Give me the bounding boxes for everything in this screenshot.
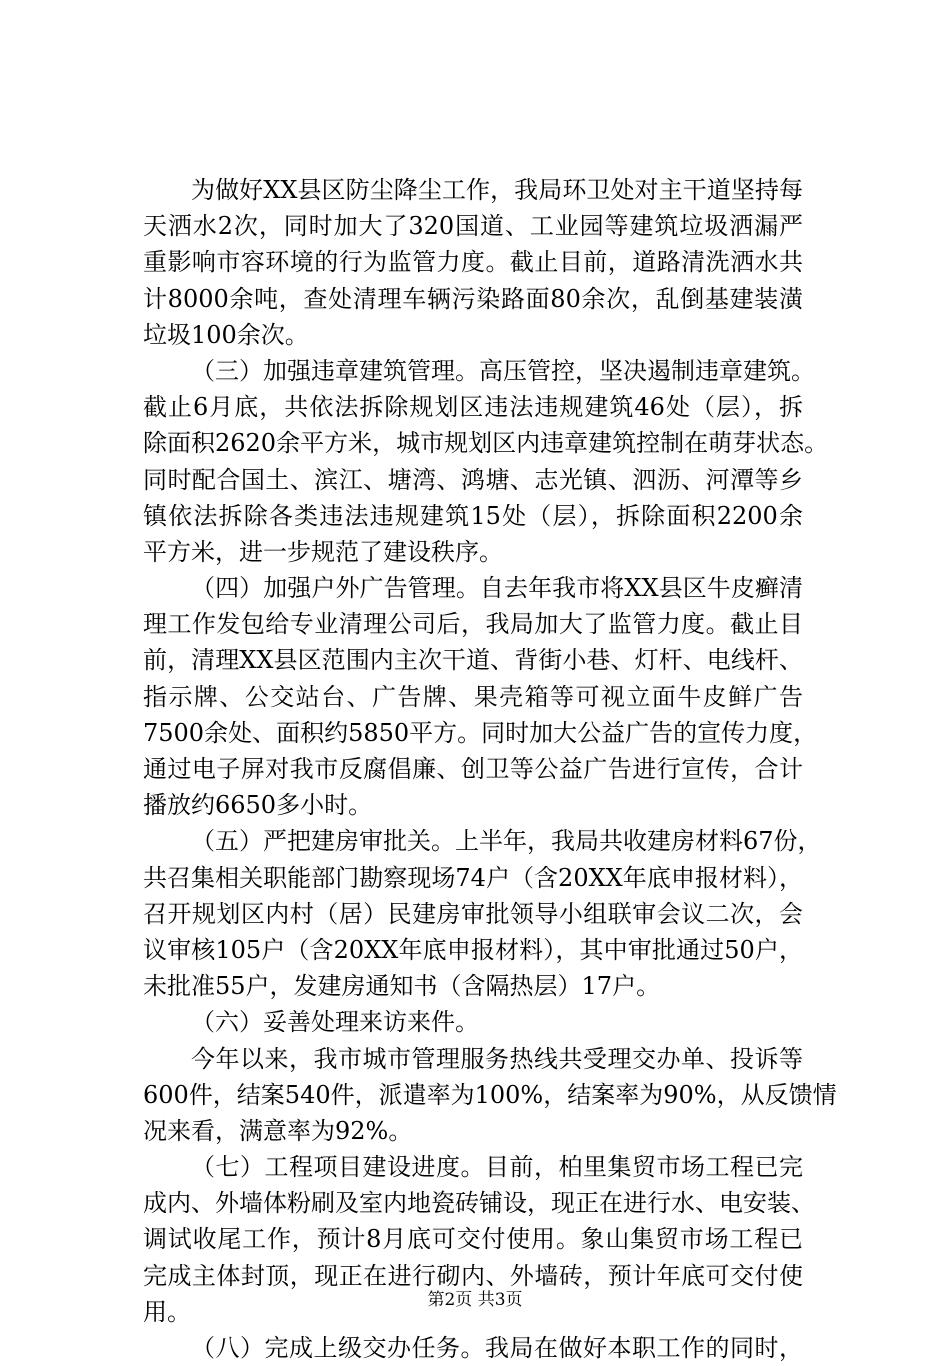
paragraph-line: （七）工程项目建设进度。目前，柏里集贸市场工程已完 (191, 1153, 803, 1182)
page-number-footer: 第2页 共3页 (427, 1290, 523, 1310)
paragraph-line: 用。 (143, 1297, 191, 1326)
paragraph-line: 同时配合国土、滨江、塘湾、鸿塘、志光镇、泗沥、河潭等乡 (143, 465, 803, 494)
paragraph-line: 截止6月底，共依法拆除规划区违法违规建筑46处（层），拆 (143, 393, 803, 422)
paragraph-line: 前，清理XX县区范围内主次干道、背街小巷、灯杆、电线杆、 (143, 646, 803, 675)
paragraph-line: 成内、外墙体粉刷及室内地瓷砖铺设，现正在进行水、电安装、 (143, 1189, 815, 1218)
document-body (143, 172, 837, 1366)
paragraph-line: 600件，结案540件，派遣率为100%，结案率为90%，从反馈情 (143, 1080, 837, 1109)
paragraph-line: 计8000余吨，查处清理车辆污染路面80余次，乱倒基建装潢 (143, 284, 803, 313)
paragraph-line: （八）完成上级交办任务。我局在做好本职工作的同时， (191, 1334, 803, 1362)
paragraph-line: 指示牌、公交站台、广告牌、果壳箱等可视立面牛皮鲜广告 (143, 682, 803, 711)
paragraph-line: 今年以来，我市城市管理服务热线共受理交办单、投诉等 (191, 1044, 803, 1073)
paragraph-line: 平方米，进一步规范了建设秩序。 (143, 537, 503, 566)
paragraph-line: 通过电子屏对我市反腐倡廉、创卫等公益广告进行宣传，合计 (143, 755, 803, 783)
paragraph-line: （五）严把建房审批关。上半年，我局共收建房材料67份， (191, 827, 822, 856)
paragraph-line: 7500余处、面积约5850平方。同时加大公益广告的宣传力度， (143, 718, 818, 747)
paragraph-line: 重影响市容环境的行为监管力度。截止目前，道路清洗洒水共 (143, 248, 803, 277)
paragraph-line: 除面积2620余平方米，城市规划区内违章建筑控制在萌芽状态。 (143, 429, 829, 458)
paragraph-line: （四）加强户外广告管理。自去年我市将XX县区牛皮癣清 (191, 574, 803, 603)
paragraph-line: （三）加强违章建筑管理。高压管控，坚决遏制违章建筑。 (191, 356, 815, 385)
paragraph-line: 天洒水2次，同时加大了320国道、工业园等建筑垃圾洒漏严 (143, 212, 803, 241)
paragraph-line: 垃圾100余次。 (143, 320, 309, 349)
paragraph-line: 镇依法拆除各类违法违规建筑15处（层），拆除面积2200余 (143, 501, 803, 530)
paragraph-line: 议审核105户（含20XX年底申报材料），其中审批通过50户， (143, 935, 803, 964)
paragraph-line: 理工作发包给专业清理公司后，我局加大了监管力度。截止目 (143, 610, 803, 639)
paragraph-line: 完成主体封顶，现正在进行砌内、外墙砖，预计年底可交付使 (143, 1261, 803, 1290)
paragraph-line: 为做好XX县区防尘降尘工作，我局环卫处对主干道坚持每 (191, 176, 803, 204)
paragraph-line: 调试收尾工作，预计8月底可交付使用。象山集贸市场工程已 (143, 1225, 803, 1254)
paragraph-line: 况来看，满意率为92%。 (143, 1116, 413, 1145)
paragraph-line: 召开规划区内村（居）民建房审批领导小组联审会议二次，会 (143, 899, 803, 928)
paragraph-line: （六）妥善处理来访来件。 (191, 1008, 479, 1037)
paragraph-line: 未批准55户，发建房通知书（含隔热层）17户。 (143, 972, 661, 1001)
paragraph-line: 播放约6650多小时。 (143, 791, 373, 820)
paragraph-line: 共召集相关职能部门勘察现场74户（含20XX年底申报材料）， (143, 863, 803, 892)
